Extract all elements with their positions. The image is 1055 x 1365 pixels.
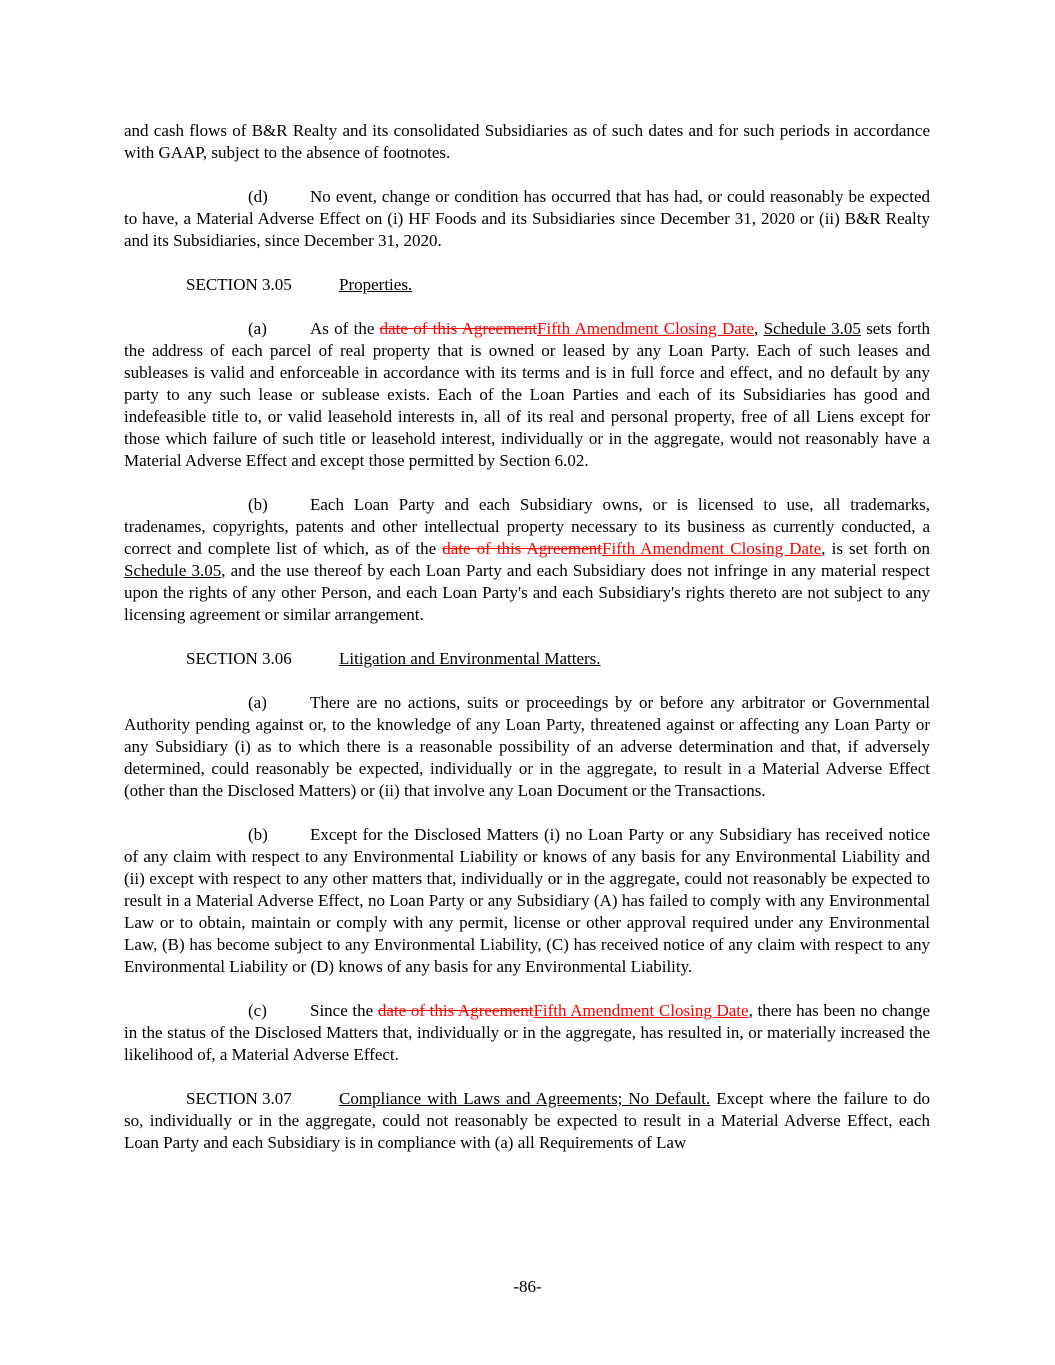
section-3-05-heading [124,274,930,296]
inserted-text: Fifth Amendment Closing Date [533,1001,749,1020]
text-run: No event, change or condition has occurred that has had, or could reasonably be expected to have, a Material Adverse Effect on (i) HF Foods and its Subsidiaries since December 31, 2020 or (ii) B&R Realty and its Subsidiaries, since December 31, 2020. [124,187,930,250]
paragraph-label: SECTION 3.07 [186,1089,292,1108]
underlined-text: Compliance with Laws and Agreements; No Default. [339,1089,711,1108]
paragraph-label: (a) [248,319,267,338]
text-run: , there has been no change in the status of the Disclosed Matters that, individually or in the aggregate, has resulted in, or materially increased the likelihood of, a Material Adverse Effect. [124,1001,930,1064]
text-run: There are no actions, suits or proceedings by or before any arbitrator or Governmental Authority pending against or, to the knowledge of any Loan Party, threatened against or affecting any Loan Party or any Subsidiary (i) as to which there is a reasonable possibility of an adverse determination and that, if adversely determined, could reasonably be expected, individually or in the aggregate, to result in a Material Adverse Effect (other than the Disclosed Matters) or (ii) that involve any Loan Document or the Transactions. [124,693,930,800]
paragraph-3-06-c [124,1000,930,1066]
document-content [124,120,930,1154]
paragraph-label: SECTION 3.05 [186,275,292,294]
deleted-text: date of this Agreement [442,539,603,558]
paragraph-3-05-a [124,318,930,472]
text-run: Each Loan Party and each Subsidiary owns, or is licensed to use, all trademarks, tradenames, copyrights, patents and other intellectual property necessary to its business as currently conducted, a correct and complete list of which, as of the [124,495,930,558]
page-number: -86- [513,1277,542,1296]
deleted-text: date of this Agreement [377,1001,534,1020]
paragraph-label: (b) [248,825,268,844]
text-run: Except where the failure to do so, individually or in the aggregate, could not reasonably be expected to result in a Material Adverse Effect, each Loan Party and each Subsidiary is in compliance with (a) all Requirements of Law [124,1089,930,1152]
text-run: Since the [310,1001,378,1020]
section-3-06-heading [124,648,930,670]
paragraph-label: (d) [248,187,268,206]
underlined-text: Schedule 3.05 [124,561,222,580]
continuation-paragraph [124,120,930,164]
text-run: Except for the Disclosed Matters (i) no Loan Party or any Subsidiary has received notice of any claim with respect to any Environmental Liability or knows of any basis for any Environmental Liability and (ii) except with respect to any other matters that, individually or in the aggregate, could not reasonably be expected to result in a Material Adverse Effect, no Loan Party or any Subsidiary (A) has failed to comply with any Environmental Law or to obtain, maintain or comply with any permit, license or other approval required under any Environmental Law, (B) has become subject to any Environmental Liability, (C) has received notice of any claim with respect to any Environmental Liability or (D) knows of any basis for any Environmental Liability. [124,825,930,976]
paragraph-label: (b) [248,495,268,514]
text-run: , [754,319,764,338]
text-run: , is set forth on [821,539,930,558]
paragraph-label: (a) [248,693,267,712]
underlined-text: Properties. [339,275,413,294]
text-run: , and the use thereof by each Loan Party and each Subsidiary does not infringe in any material respect upon the rights of any other Person, and each Loan Party's and each Subsidiary's rights thereto are not subject to any licensing agreement or similar arrangement. [124,561,930,624]
text-run: and cash flows of B&R Realty and its consolidated Subsidiaries as of such dates and for such periods in accordance with GAAP, subject to the absence of footnotes. [124,121,930,162]
paragraph-3-06-b [124,824,930,978]
paragraph-label: (c) [248,1001,267,1020]
inserted-text: Fifth Amendment Closing Date [537,319,755,338]
section-3-07 [124,1088,930,1154]
paragraph-label: SECTION 3.06 [186,649,292,668]
paragraph-3-06-a [124,692,930,802]
underlined-text: Schedule 3.05 [763,319,861,338]
deleted-text: date of this Agreement [379,319,538,338]
paragraph-d [124,186,930,252]
paragraph-3-05-b [124,494,930,626]
underlined-text: Litigation and Environmental Matters. [339,649,601,668]
text-run: As of the [310,319,380,338]
inserted-text: Fifth Amendment Closing Date [602,539,822,558]
text-run: sets forth the address of each parcel of real property that is owned or leased by any Loan Party. Each of such leases and subleases is valid and enforceable in accordance with its terms and is in full force and effect, and no default by any party to any such lease or sublease exists. Each of the Loan Parties and each of its Subsidiaries has good and indefeasible title to, or valid leasehold interests in, all of its real and personal property, free of all Liens except for those which failure of such title or leasehold interest, individually or in the aggregate, would not reasonably have a Material Adverse Effect and except those permitted by Section 6.02. [124,319,931,470]
